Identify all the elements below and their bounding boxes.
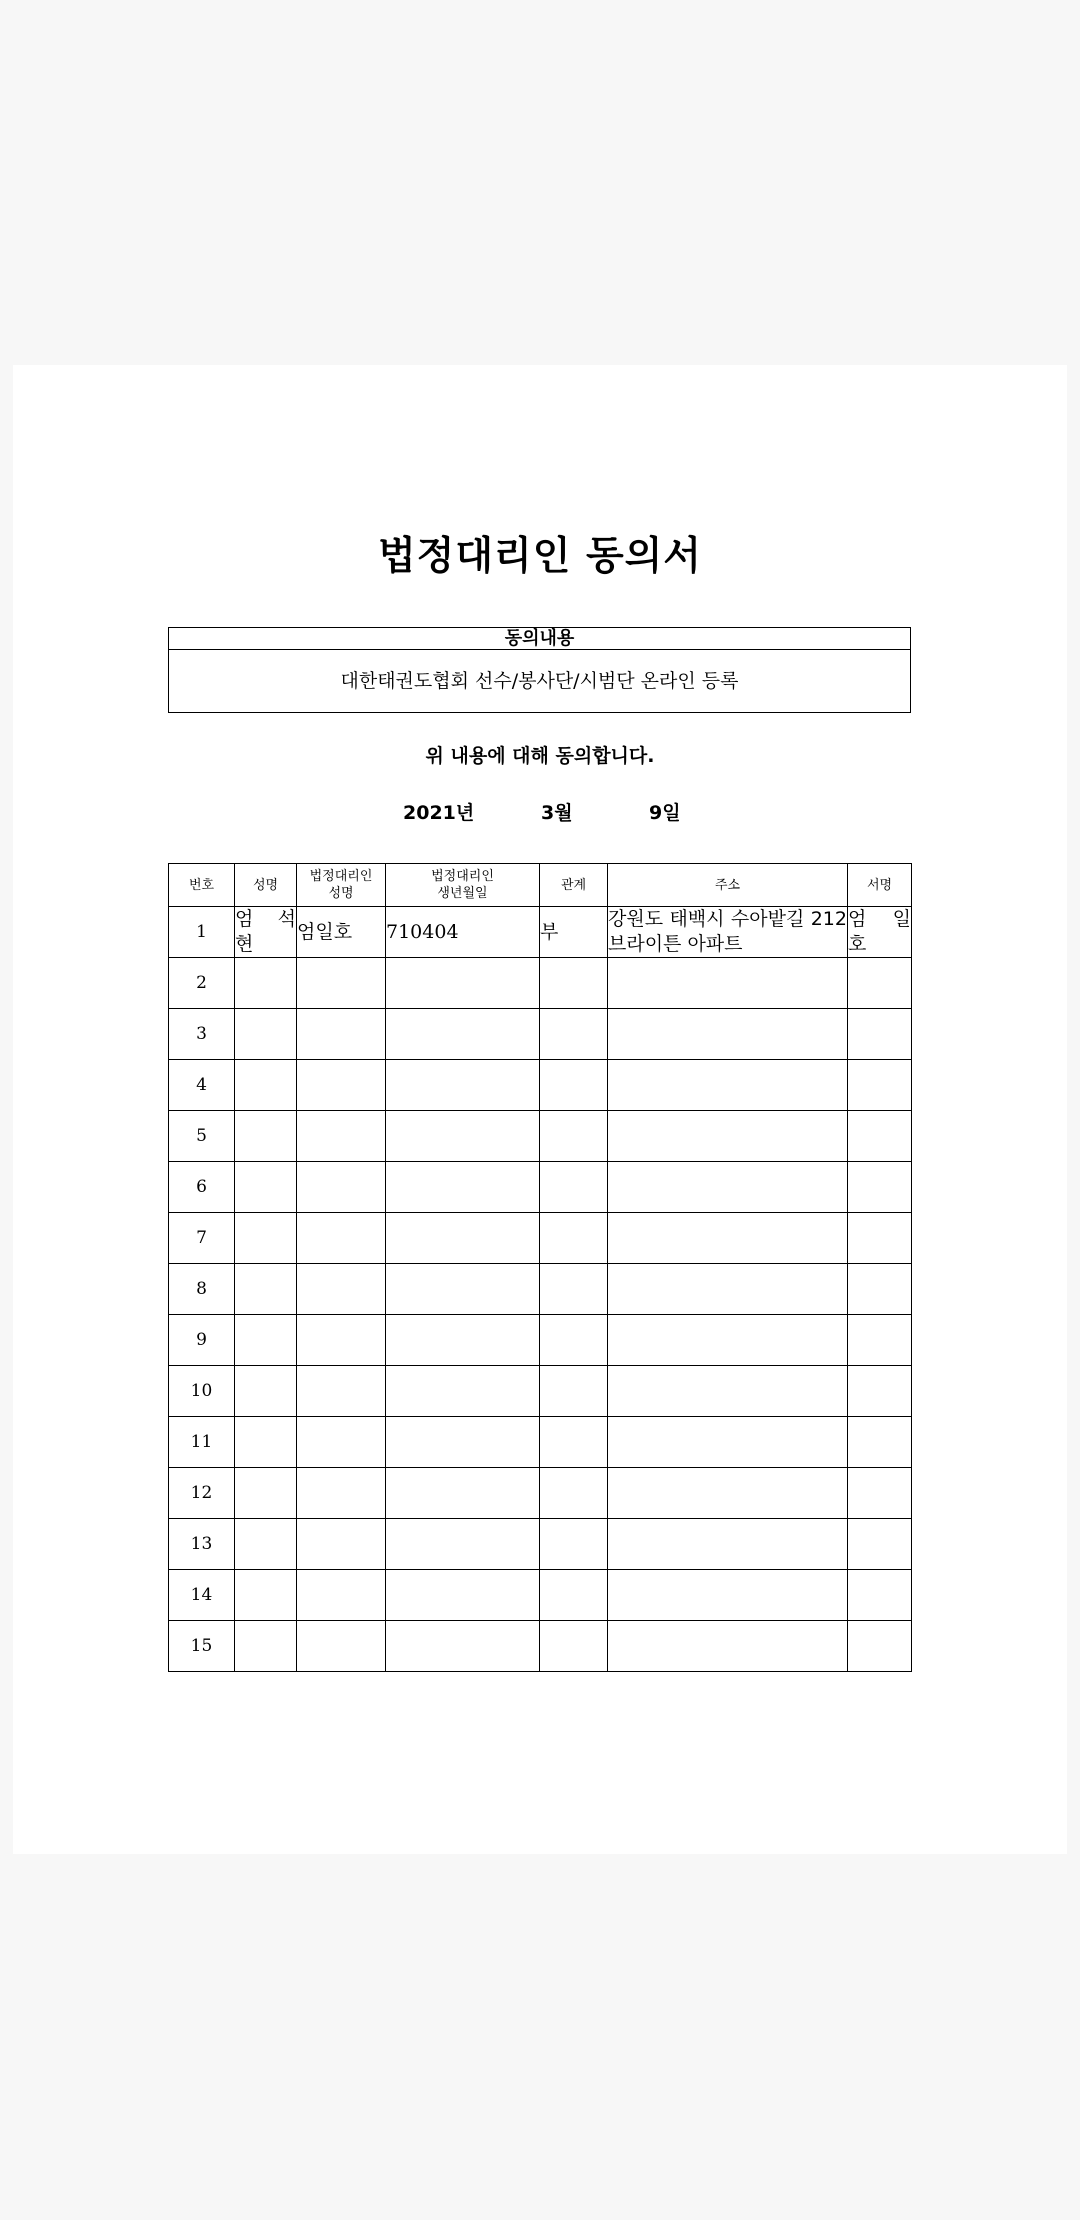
row-name xyxy=(235,1009,297,1060)
row-guardian-name xyxy=(297,1519,386,1570)
row-name xyxy=(235,1162,297,1213)
row-address xyxy=(608,1162,848,1213)
row-guardian-name xyxy=(297,1621,386,1672)
row-guardian-birth xyxy=(386,1570,540,1621)
row-signature xyxy=(848,1111,912,1162)
row-relation: 부 xyxy=(540,907,608,958)
row-name: 엄 석 현 xyxy=(235,907,297,958)
row-num: 6 xyxy=(169,1162,235,1213)
row-num: 5 xyxy=(169,1111,235,1162)
table-row xyxy=(169,1570,912,1621)
table-row xyxy=(169,1213,912,1264)
row-num: 9 xyxy=(169,1315,235,1366)
row-name xyxy=(235,1570,297,1621)
row-address xyxy=(608,958,848,1009)
row-signature: 엄 일 호 xyxy=(848,907,912,958)
agree-statement: 위 내용에 대해 동의합니다. xyxy=(425,745,655,767)
header-guardian-name-line2: 성명 xyxy=(328,886,354,901)
row-guardian-birth xyxy=(386,1366,540,1417)
header-name: 성명 xyxy=(235,864,297,907)
row-num: 8 xyxy=(169,1264,235,1315)
table-row xyxy=(169,1621,912,1672)
row-guardian-birth xyxy=(386,1264,540,1315)
table-row xyxy=(169,1009,912,1060)
row-address xyxy=(608,1213,848,1264)
row-guardian-birth xyxy=(386,1621,540,1672)
table-row xyxy=(169,1519,912,1570)
header-signature: 서명 xyxy=(848,864,912,907)
date-row xyxy=(13,800,1067,826)
row-num: 4 xyxy=(169,1060,235,1111)
row-signature xyxy=(848,1621,912,1672)
row-relation xyxy=(540,958,608,1009)
row-guardian-birth xyxy=(386,1060,540,1111)
row-guardian-birth xyxy=(386,1009,540,1060)
row-num: 11 xyxy=(169,1417,235,1468)
row-relation xyxy=(540,1009,608,1060)
row-address xyxy=(608,1009,848,1060)
row-signature xyxy=(848,1315,912,1366)
row-guardian-name xyxy=(297,1162,386,1213)
date-day: 9일 xyxy=(649,802,681,824)
row-signature xyxy=(848,1366,912,1417)
row-address xyxy=(608,1417,848,1468)
row-guardian-name xyxy=(297,1570,386,1621)
row-guardian-birth xyxy=(386,1162,540,1213)
table-row xyxy=(169,1366,912,1417)
row-signature xyxy=(848,1213,912,1264)
row-guardian-birth xyxy=(386,1417,540,1468)
row-guardian-name xyxy=(297,1315,386,1366)
row-relation xyxy=(540,1468,608,1519)
row-name xyxy=(235,1468,297,1519)
row-num: 14 xyxy=(169,1570,235,1621)
row-guardian-name xyxy=(297,1468,386,1519)
row-guardian-name xyxy=(297,1009,386,1060)
document-page xyxy=(13,365,1067,1854)
row-name xyxy=(235,1519,297,1570)
row-guardian-birth xyxy=(386,1213,540,1264)
header-guardian-name-line1: 법정대리인 xyxy=(309,869,373,884)
row-guardian-name xyxy=(297,958,386,1009)
row-address: 강원도 태백시 수아밭길 212 브라이튼 아파트 xyxy=(608,907,848,958)
date-year: 2021년 xyxy=(403,802,475,824)
row-name xyxy=(235,1315,297,1366)
table-row xyxy=(169,1417,912,1468)
date-month: 3월 xyxy=(541,802,573,824)
row-signature xyxy=(848,1264,912,1315)
row-num: 7 xyxy=(169,1213,235,1264)
consent-content: 대한태권도협회 선수/봉사단/시범단 온라인 등록 xyxy=(340,670,739,692)
row-name xyxy=(235,1366,297,1417)
row-num: 3 xyxy=(169,1009,235,1060)
table-row xyxy=(169,1315,912,1366)
row-relation xyxy=(540,1111,608,1162)
row-relation xyxy=(540,1060,608,1111)
row-address xyxy=(608,1366,848,1417)
row-signature xyxy=(848,1417,912,1468)
table-row xyxy=(169,1162,912,1213)
row-name xyxy=(235,1417,297,1468)
row-relation xyxy=(540,1213,608,1264)
row-num: 12 xyxy=(169,1468,235,1519)
row-guardian-name xyxy=(297,1213,386,1264)
row-num: 10 xyxy=(169,1366,235,1417)
row-relation xyxy=(540,1621,608,1672)
row-signature xyxy=(848,1570,912,1621)
row-address xyxy=(608,1111,848,1162)
row-signature xyxy=(848,1519,912,1570)
table-row xyxy=(169,1264,912,1315)
row-relation xyxy=(540,1264,608,1315)
row-address xyxy=(608,1315,848,1366)
table-header-row xyxy=(169,864,912,907)
row-name xyxy=(235,1060,297,1111)
row-guardian-name xyxy=(297,1264,386,1315)
row-guardian-birth xyxy=(386,1519,540,1570)
row-address xyxy=(608,1468,848,1519)
table-row xyxy=(169,958,912,1009)
row-name xyxy=(235,1621,297,1672)
header-address: 주소 xyxy=(608,864,848,907)
row-address xyxy=(608,1264,848,1315)
row-relation xyxy=(540,1570,608,1621)
row-signature xyxy=(848,1060,912,1111)
header-guardian-birth xyxy=(386,864,540,907)
row-relation xyxy=(540,1519,608,1570)
table-row xyxy=(169,1468,912,1519)
table-row xyxy=(169,1111,912,1162)
row-address xyxy=(608,1519,848,1570)
row-guardian-name xyxy=(297,1111,386,1162)
consent-box xyxy=(168,627,911,713)
table-row xyxy=(169,907,912,958)
row-signature xyxy=(848,958,912,1009)
row-relation xyxy=(540,1315,608,1366)
row-num: 15 xyxy=(169,1621,235,1672)
row-num: 2 xyxy=(169,958,235,1009)
row-guardian-birth xyxy=(386,958,540,1009)
row-guardian-name xyxy=(297,1366,386,1417)
row-guardian-name xyxy=(297,1417,386,1468)
document-title: 법정대리인 동의서 xyxy=(378,534,702,579)
header-num: 번호 xyxy=(169,864,235,907)
row-name xyxy=(235,1111,297,1162)
row-signature xyxy=(848,1009,912,1060)
header-relation: 관계 xyxy=(540,864,608,907)
row-name xyxy=(235,1213,297,1264)
row-guardian-birth: 710404 xyxy=(386,907,540,958)
row-signature xyxy=(848,1468,912,1519)
row-relation xyxy=(540,1366,608,1417)
row-guardian-birth xyxy=(386,1468,540,1519)
row-guardian-name: 엄일호 xyxy=(297,907,386,958)
row-relation xyxy=(540,1417,608,1468)
row-signature xyxy=(848,1162,912,1213)
row-address xyxy=(608,1570,848,1621)
row-num: 13 xyxy=(169,1519,235,1570)
table-row xyxy=(169,1060,912,1111)
row-guardian-name xyxy=(297,1060,386,1111)
header-guardian-birth-line2: 생년월일 xyxy=(437,886,488,901)
row-guardian-birth xyxy=(386,1315,540,1366)
row-name xyxy=(235,1264,297,1315)
row-address xyxy=(608,1621,848,1672)
header-guardian-birth-line1: 법정대리인 xyxy=(431,869,494,884)
row-relation xyxy=(540,1162,608,1213)
consent-header: 동의내용 xyxy=(169,628,910,650)
row-num: 1 xyxy=(169,907,235,958)
row-guardian-birth xyxy=(386,1111,540,1162)
row-address xyxy=(608,1060,848,1111)
guardian-table xyxy=(168,863,912,1672)
row-name xyxy=(235,958,297,1009)
header-guardian-name xyxy=(297,864,386,907)
